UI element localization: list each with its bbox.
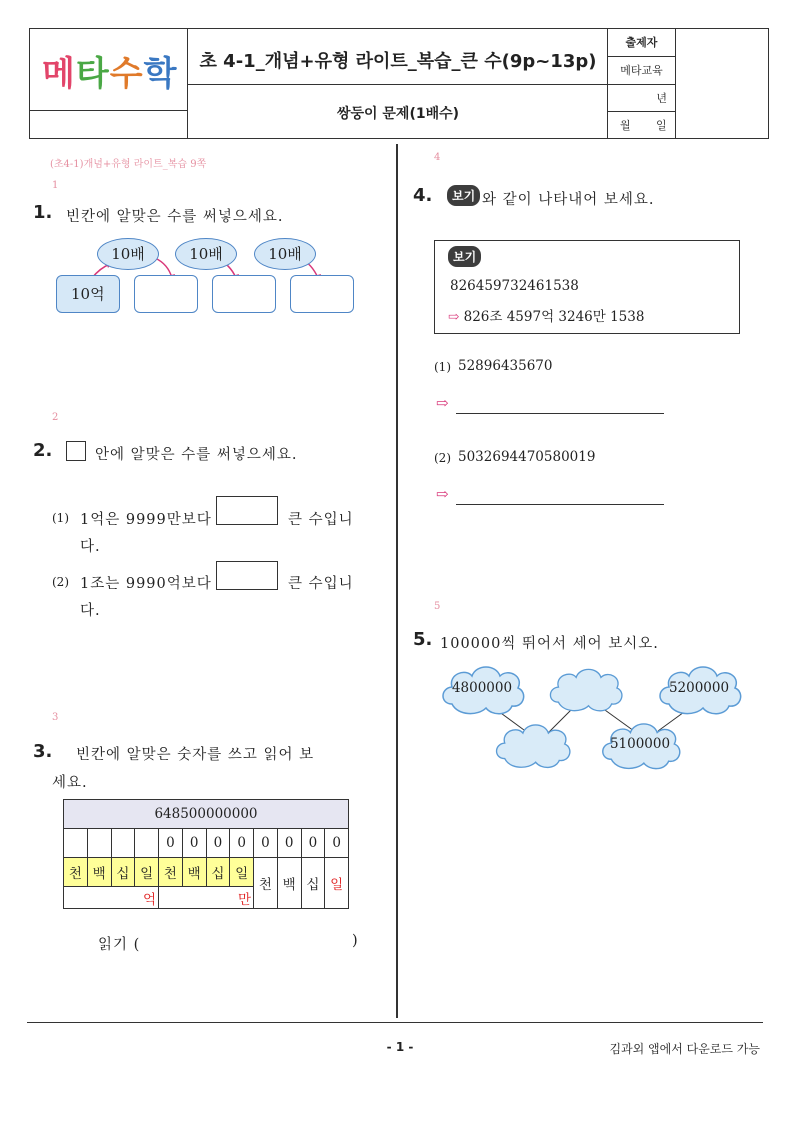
q2-p1-post: 큰 수입니 xyxy=(288,512,354,528)
logo: 메타수학 xyxy=(42,54,178,94)
pv-digit-cell: 0 xyxy=(182,829,206,858)
q2-index: 2 xyxy=(52,412,59,423)
pv-digit-cell: 0 xyxy=(301,829,325,858)
pv-digit-cell: 0 xyxy=(325,829,349,858)
subtitle-cell xyxy=(188,85,608,139)
q3-read-input[interactable] xyxy=(150,930,345,952)
q2-p1-label: (1) xyxy=(52,511,69,525)
pv-digit-cell[interactable] xyxy=(135,829,159,858)
page-number: - 1 - xyxy=(386,1040,414,1054)
q4-p2-label: (2) xyxy=(434,451,451,465)
q4-p1-answer-line[interactable] xyxy=(456,396,664,414)
author-value: 메타교육 xyxy=(608,57,676,85)
month-label: 월 xyxy=(620,119,631,132)
q2-p2-answer-box[interactable] xyxy=(216,561,278,590)
arrow-icon: ⇨ xyxy=(448,309,460,325)
cloud-3-value: 5200000 xyxy=(668,680,730,696)
q2-square-icon xyxy=(66,441,86,461)
pv-digit-cell: 0 xyxy=(277,829,301,858)
q3-text-line2: 세요. xyxy=(52,775,88,791)
q1-answer-box-3[interactable] xyxy=(290,275,354,313)
pv-place-cell: 십 xyxy=(111,858,135,887)
place-value-table xyxy=(63,799,349,909)
cloud-5-value: 5100000 xyxy=(609,736,671,752)
q4-text: 와 같이 나타내어 보세요. xyxy=(482,192,655,208)
cloud-1 xyxy=(438,660,526,716)
pv-place-cell: 십 xyxy=(206,858,230,887)
example-box xyxy=(434,240,740,334)
example-answer: 826조 4597억 3246만 1538 xyxy=(463,309,645,325)
cloud-1-value: 4800000 xyxy=(451,680,513,696)
q4-index: 4 xyxy=(434,152,441,163)
pv-place-cell: 천 xyxy=(159,858,183,887)
example-number: 826459732461538 xyxy=(450,278,579,294)
arrow-icon: ⇨ xyxy=(436,485,449,503)
q1-answer-box-1[interactable] xyxy=(134,275,198,313)
q4-number: 4. xyxy=(413,185,433,206)
q5-text: 100000씩 뛰어서 세어 보시오. xyxy=(440,636,659,652)
date-field xyxy=(608,112,676,139)
pv-place-cell: 백 xyxy=(277,858,301,909)
pv-digit-cell: 0 xyxy=(206,829,230,858)
pv-place-cell: 일 xyxy=(325,858,349,909)
author-label: 출제자 xyxy=(608,29,676,57)
column-divider xyxy=(396,144,398,1018)
example-badge: 보기 xyxy=(448,246,481,267)
q2-p1-end: 다. xyxy=(80,539,101,555)
pv-place-cell: 일 xyxy=(135,858,159,887)
q2-p2-pre: 1조는 9990억보다 xyxy=(80,576,212,592)
q4-p2-answer-line[interactable] xyxy=(456,487,664,505)
pv-place-cell: 천 xyxy=(64,858,88,887)
pv-digit-cell: 0 xyxy=(230,829,254,858)
blank-cell xyxy=(30,111,188,139)
pv-digit-cell: 0 xyxy=(254,829,278,858)
cloud-3 xyxy=(654,660,744,716)
q2-p2-label: (2) xyxy=(52,575,69,589)
q4-badge: 보기 xyxy=(447,185,480,206)
q5-index: 5 xyxy=(434,601,441,612)
pv-digit-cell: 0 xyxy=(159,829,183,858)
q1-answer-box-2[interactable] xyxy=(212,275,276,313)
source-note: (초4-1)개념+유형 라이트_복습 9쪽 xyxy=(50,159,207,170)
cloud-5 xyxy=(598,716,682,772)
q1-start-box: 10억 xyxy=(56,275,120,313)
q4-p2-number: 5032694470580019 xyxy=(458,449,596,465)
footer-note: 김과외 앱에서 다운로드 가능 xyxy=(609,1042,760,1056)
title-cell xyxy=(188,29,608,85)
pv-place-cell: 백 xyxy=(182,858,206,887)
example-answer-row xyxy=(448,305,644,325)
q3-text-line1: 빈칸에 알맞은 숫자를 쓰고 읽어 보 xyxy=(76,747,315,763)
pv-unit-man: 만 xyxy=(159,887,254,909)
q1-index: 1 xyxy=(52,180,59,191)
q2-number: 2. xyxy=(33,440,53,461)
q1-text: 빈칸에 알맞은 수를 써넣으세요. xyxy=(66,209,284,225)
header-box xyxy=(29,28,769,139)
pv-digit-cell[interactable] xyxy=(87,829,111,858)
q3-read-close: ) xyxy=(352,933,359,949)
q2-p2-post: 큰 수입니 xyxy=(288,576,354,592)
pv-digit-cell[interactable] xyxy=(64,829,88,858)
q1-number: 1. xyxy=(33,202,53,223)
q3-number: 3. xyxy=(33,741,53,762)
year-field: 년 xyxy=(608,85,676,112)
q2-text: 안에 알맞은 수를 써넣으세요. xyxy=(95,447,298,463)
pv-number: 648500000000 xyxy=(64,800,349,829)
day-label: 일 xyxy=(656,119,667,132)
pv-unit-eok: 억 xyxy=(64,887,159,909)
pv-place-cell: 일 xyxy=(230,858,254,887)
q4-p1-number: 52896435670 xyxy=(458,358,553,374)
cloud-2[interactable] xyxy=(546,660,624,716)
cloud-4[interactable] xyxy=(492,716,572,772)
q4-p1-label: (1) xyxy=(434,360,451,374)
q1-oval-1: 10배 xyxy=(97,238,159,270)
arrow-icon: ⇨ xyxy=(436,394,449,412)
pv-place-cell: 백 xyxy=(87,858,111,887)
q1-oval-3: 10배 xyxy=(254,238,316,270)
q1-oval-2: 10배 xyxy=(175,238,237,270)
pv-digit-cell[interactable] xyxy=(111,829,135,858)
logo-cell xyxy=(30,29,188,111)
q2-p1-pre: 1억은 9999만보다 xyxy=(80,512,212,528)
page-subtitle: 쌍둥이 문제(1배수) xyxy=(336,106,460,122)
page-title: 초 4-1_개념+유형 라이트_복습_큰 수(9p~13p) xyxy=(199,51,597,72)
pv-place-cell: 십 xyxy=(301,858,325,909)
q2-p2-end: 다. xyxy=(80,603,101,619)
q5-number: 5. xyxy=(413,629,433,650)
q2-p1-answer-box[interactable] xyxy=(216,496,278,525)
q3-read-label: 읽기 ( xyxy=(98,937,141,953)
footer-rule xyxy=(27,1022,763,1023)
pv-place-cell: 천 xyxy=(254,858,278,909)
q3-index: 3 xyxy=(52,712,59,723)
